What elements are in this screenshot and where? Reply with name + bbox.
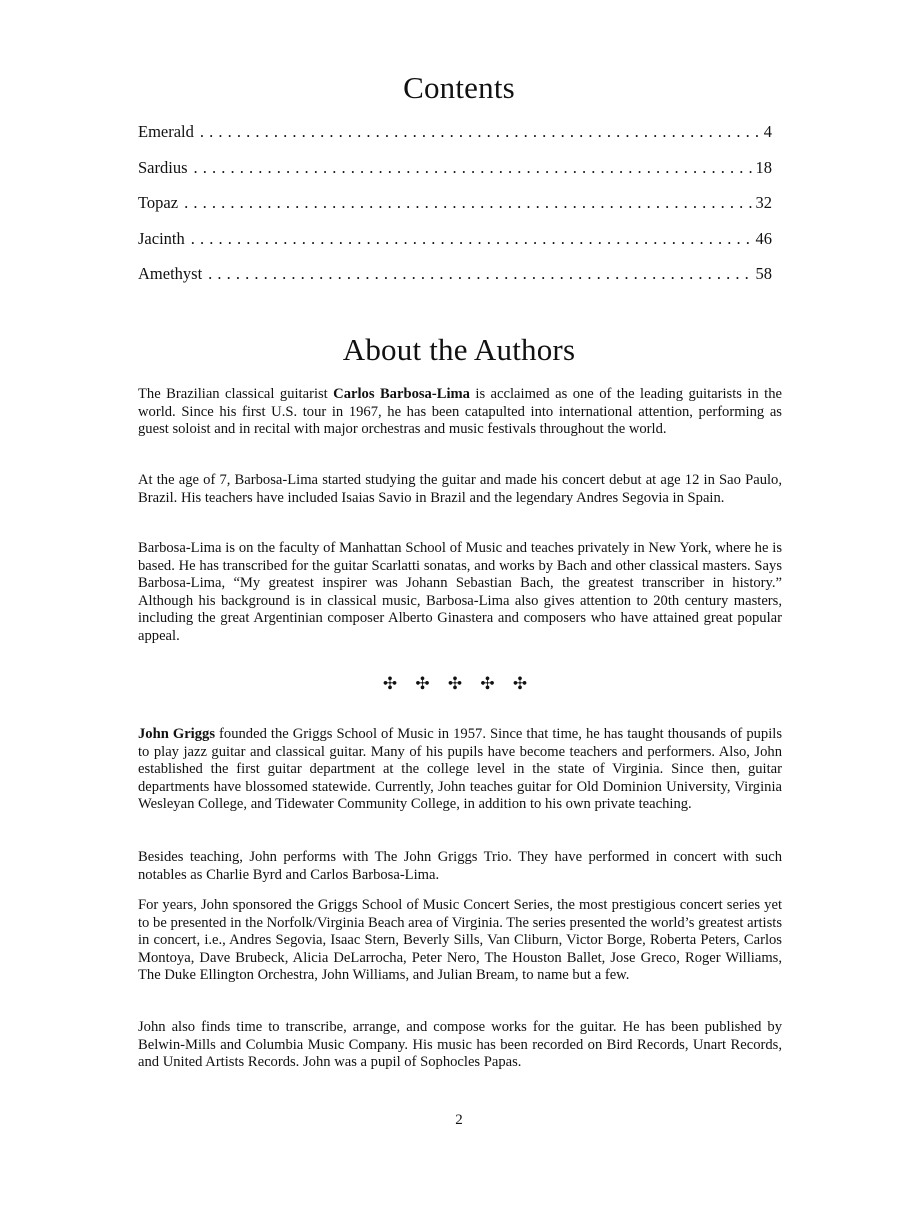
- ornament-icon: ✣: [512, 674, 528, 694]
- table-of-contents: [138, 122, 772, 300]
- barbosa-bio-paragraph-3: Barbosa-Lima is on the faculty of Manhattan School of Music and teaches privately in New York, where he is based. He has transcribed for the guitar Scarlatti sonatas, and works by Bach and other classical masters. Says Barbosa-Lima, “My greatest inspirer was Johann Sebastian Bach, the greatest transcriber in history.” Although his background is in classical music, Barbosa-Lima also gives attention to 20th century masters, including the great Argentinian composer Alberto Ginastera and composers who have attained great popular appeal.: [138, 540, 782, 644]
- toc-entry-topaz[interactable]: [138, 193, 772, 229]
- toc-entry-page: 32: [755, 193, 772, 212]
- toc-leader-dots: [184, 193, 751, 213]
- page-number: 2: [455, 1112, 463, 1128]
- toc-entry-title: Topaz: [138, 193, 179, 212]
- toc-entry-page: 4: [763, 122, 772, 141]
- ornament-icon: ✣: [382, 674, 398, 694]
- author-name: John Griggs: [138, 726, 216, 742]
- toc-entry-title: Jacinth: [138, 228, 185, 248]
- paragraph-text: founded the Griggs School of Music in 1957. Since that time, he has taught thousands of pupils to play jazz guitar and classical guitar. Many of his pupils have become teachers and performers. Also, John established the first guitar department at the college level in the state of Virginia. Since then, guitar departments have blossomed statewide. Currently, John teaches guitar for Old Dominion University, Virginia Wesleyan College, and Tidewater Community College, in addition to his own private teaching.: [138, 726, 782, 813]
- toc-leader-dots: [200, 122, 760, 142]
- barbosa-bio-paragraph-1: [138, 386, 782, 439]
- toc-entry-title: Amethyst: [138, 264, 203, 283]
- paragraph-text: The Brazilian classical guitarist: [138, 386, 334, 402]
- toc-leader-dots: [191, 229, 752, 249]
- ornament-icon: ✣: [415, 674, 430, 694]
- contents-heading: Contents: [403, 70, 515, 105]
- griggs-bio-paragraph-4: John also finds time to transcribe, arrange, and compose works for the guitar. He has been published by Belwin-Mills and Columbia Music Company. His music has been recorded on Bird Records, Unart Records, and United Artists Records. John was a pupil of Sophocles Papas.: [138, 1019, 782, 1071]
- toc-entry-title: Sardius: [138, 157, 188, 177]
- toc-leader-dots: [208, 264, 751, 284]
- toc-entry-page: 18: [755, 157, 772, 177]
- about-authors-heading: About the Authors: [342, 332, 576, 367]
- toc-entry-jacinth[interactable]: [138, 229, 772, 265]
- author-name: Carlos Barbosa-Lima: [333, 386, 470, 402]
- section-divider-ornaments: [0, 674, 900, 694]
- toc-entry-page: 46: [755, 228, 772, 248]
- paragraph-text: is acclaimed as one of the leading guitarists in the world. Since his first U.S. tour in 1967, he has been catapulted into international attention, performing as guest soloist and in recital with major orchestras and music festivals throughout the world.: [138, 386, 782, 438]
- toc-entry-amethyst[interactable]: [138, 264, 772, 300]
- toc-entry-page: 58: [755, 264, 772, 283]
- griggs-bio-paragraph-3: For years, John sponsored the Griggs School of Music Concert Series, the most prestigious concert series yet to be presented in the Norfolk/Virginia Beach area of Virginia. The series presented the world’s greatest artists in concert, i.e., Andres Segovia, Isaac Stern, Beverly Sills, Van Cliburn, Victor Borge, Roberta Peters, Carlos Montoya, Dave Brubeck, Alicia DeLarrocha, Peter Nero, The Houston Ballet, Jose Greco, Roger Williams, The Duke Ellington Orchestra, John Williams, and Julian Bream, to name but a few.: [138, 897, 782, 984]
- barbosa-bio-paragraph-2: At the age of 7, Barbosa-Lima started studying the guitar and made his concert debut at age 12 in Sao Paulo, Brazil. His teachers have included Isaias Savio in Brazil and the legendary Andres Segovia in Spain.: [138, 472, 782, 506]
- toc-entry-title: Emerald: [138, 122, 194, 141]
- griggs-bio-paragraph-1: [138, 726, 782, 814]
- toc-entry-sardius[interactable]: [138, 158, 772, 194]
- toc-leader-dots: [194, 158, 752, 178]
- ornament-icon: ✣: [447, 674, 463, 694]
- ornament-icon: ✣: [480, 674, 495, 694]
- toc-entry-emerald[interactable]: [138, 122, 772, 158]
- griggs-bio-paragraph-2: Besides teaching, John performs with The John Griggs Trio. They have performed in concert with such notables as Charlie Byrd and Carlos Barbosa-Lima.: [138, 849, 782, 883]
